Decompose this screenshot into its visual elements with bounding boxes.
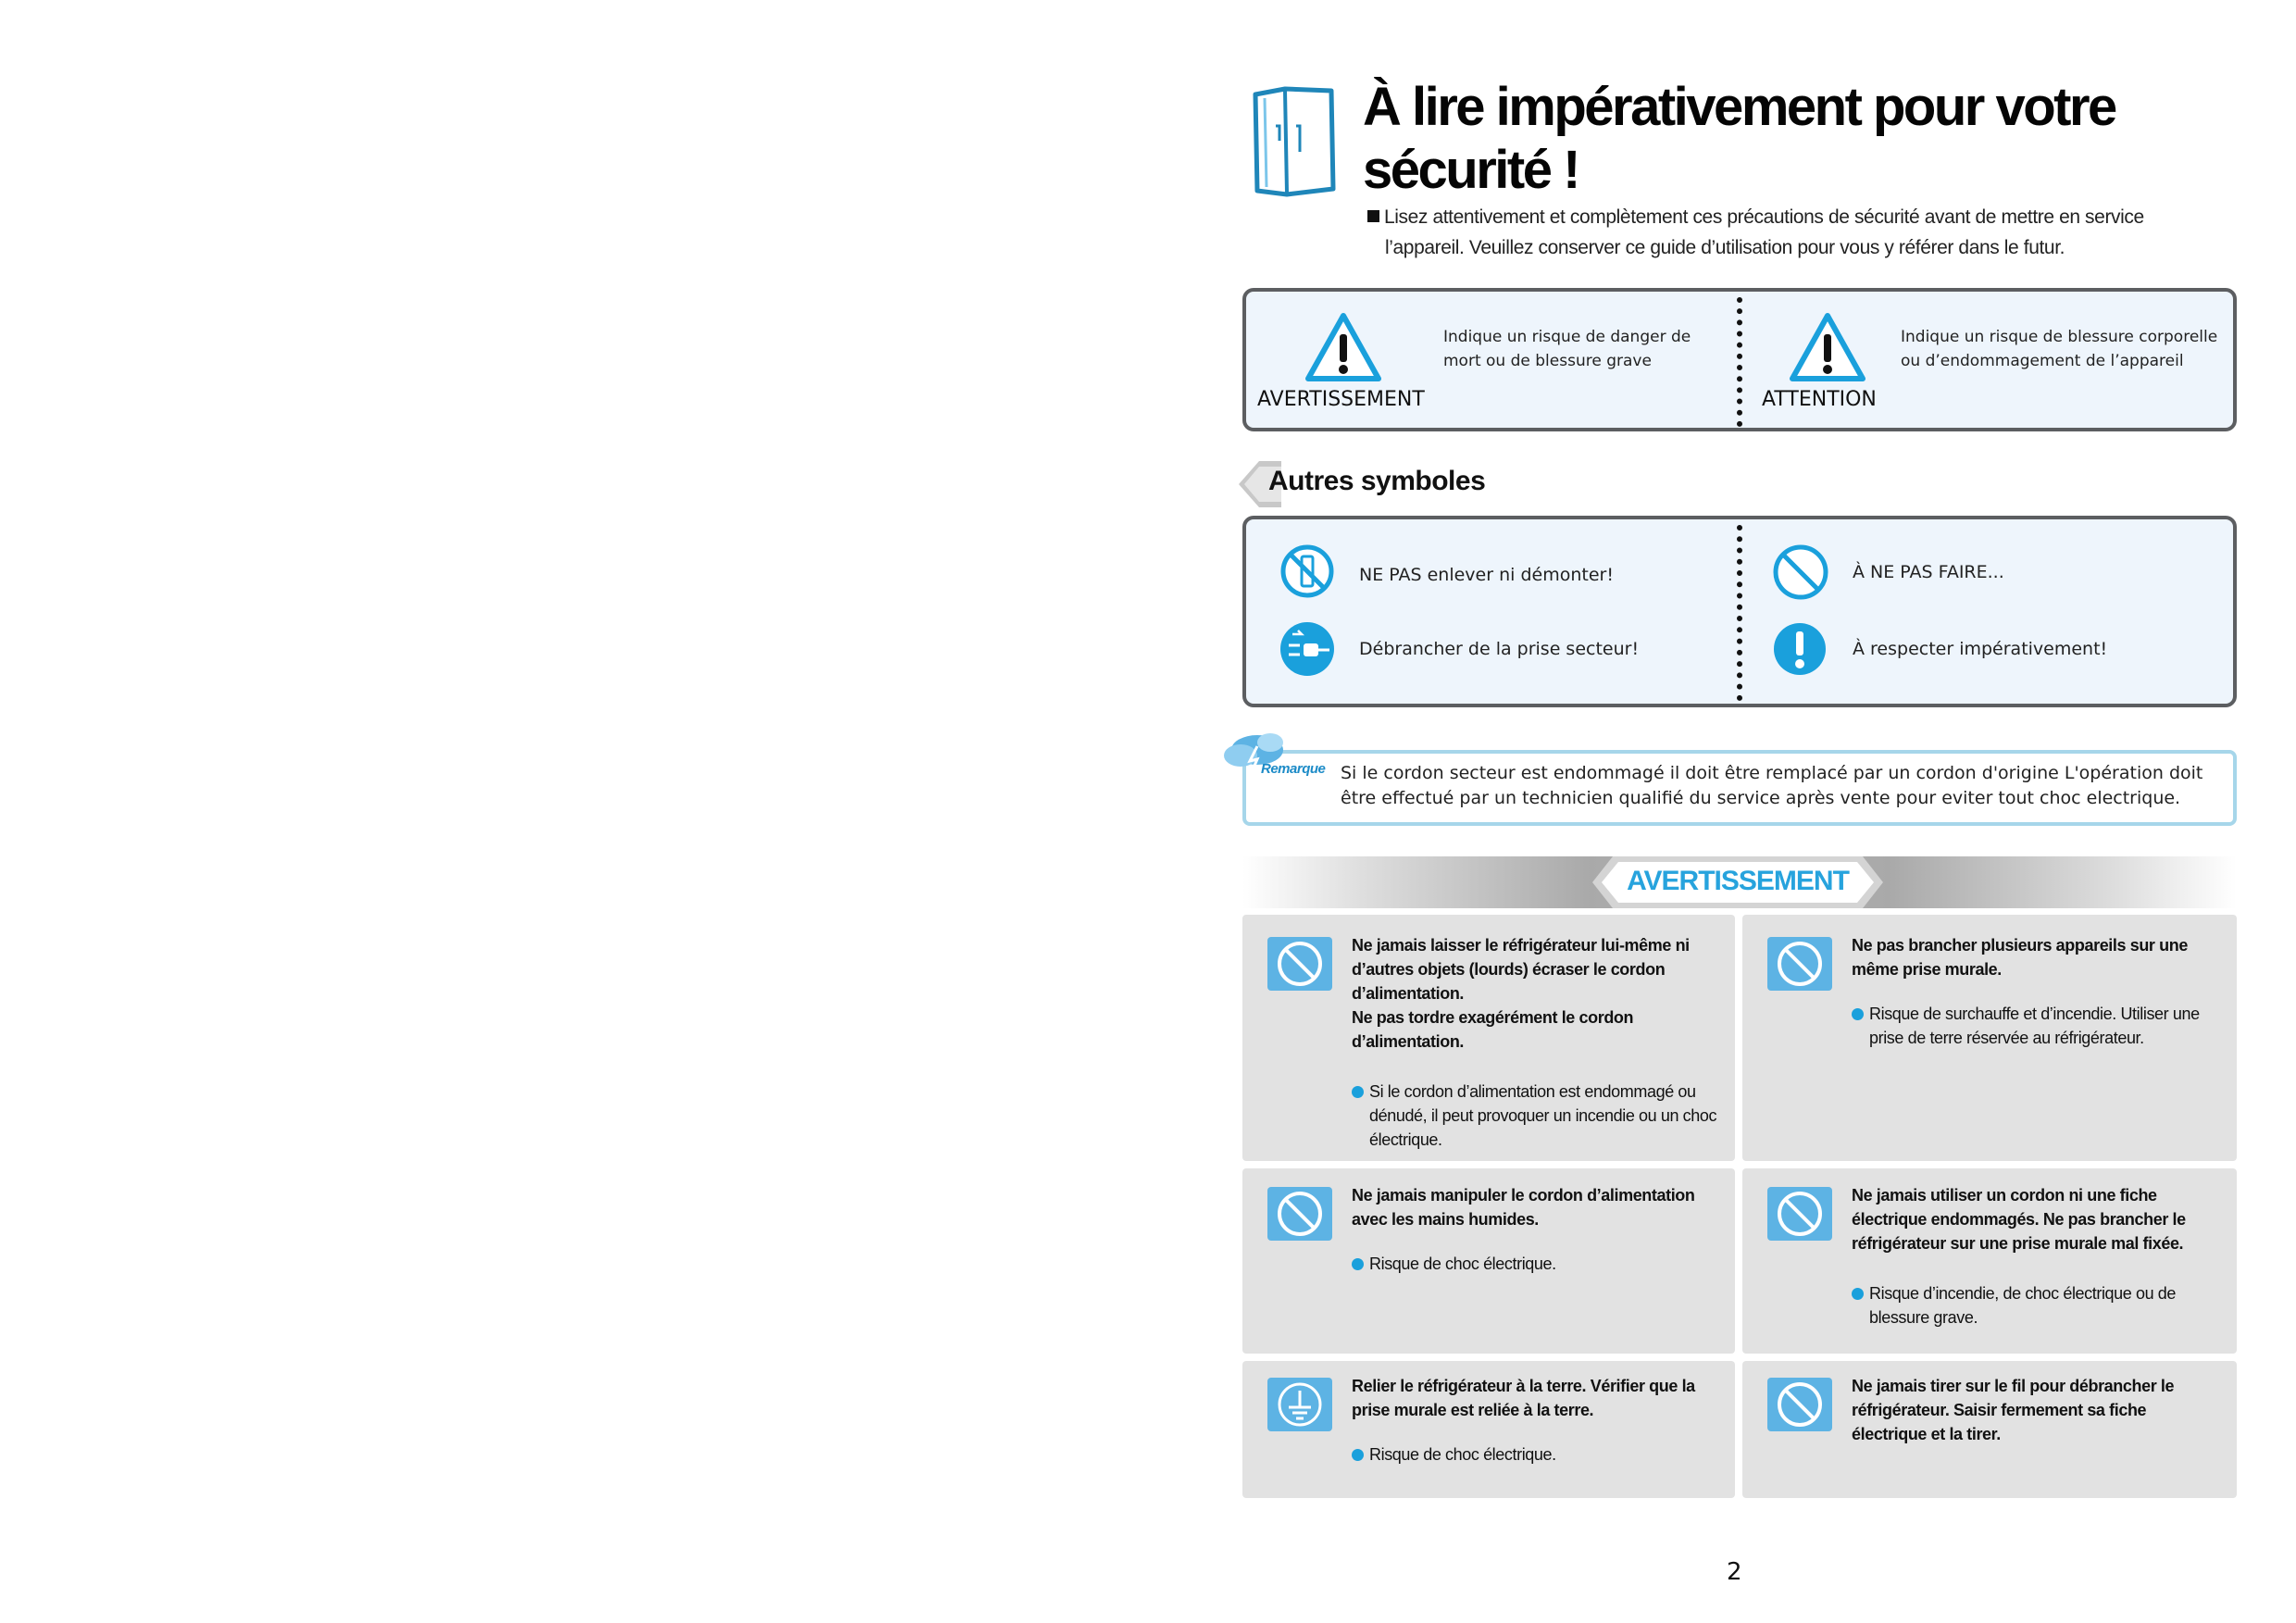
divider xyxy=(1737,525,1742,701)
other-symbol-text: À NE PAS FAIRE... xyxy=(1853,562,2004,582)
caution-triangle-icon xyxy=(1789,312,1866,386)
bullet-icon xyxy=(1352,1258,1364,1270)
fridge-icon xyxy=(1248,85,1341,200)
warning-cell xyxy=(1242,915,1735,1161)
warning-banner-title: AVERTISSEMENT xyxy=(1627,866,1849,896)
page-number: 2 xyxy=(1727,1558,1742,1586)
page-title: À lire impérativement pour votre sécurité ! xyxy=(1363,77,2115,200)
other-symbol-text: À respecter impérativement! xyxy=(1853,639,2108,659)
caution-label: ATTENTION xyxy=(1762,388,1877,411)
caution-description: Indique un risque de blessure corporelle ou d’endommagement de l’appareil xyxy=(1901,328,2218,370)
warning-text: Relier le réfrigérateur à la terre. Vérifier que la prise murale est reliée à la terre. Risque de choc électrique. xyxy=(1352,1377,1695,1464)
exclamation-icon xyxy=(1772,621,1828,680)
warning-cell xyxy=(1242,1361,1735,1498)
warning-cell xyxy=(1242,1168,1735,1354)
ground-icon xyxy=(1267,1378,1332,1431)
warning-text: Ne jamais tirer sur le fil pour débrancher le réfrigérateur. Saisir fermement sa fiche électrique et la tirer. xyxy=(1852,1377,2175,1443)
no-disassembly-icon xyxy=(1279,543,1335,603)
unplug-icon xyxy=(1279,621,1335,680)
prohibited-icon xyxy=(1767,1378,1832,1431)
note-label: Remarque xyxy=(1261,761,1326,777)
divider xyxy=(1737,297,1742,427)
other-symbols-title: Autres symboles xyxy=(1268,466,1486,496)
warning-text: Ne pas brancher plusieurs appareils sur une même prise murale. Risque de surchauffe et d’incendie. Utiliser une prise de terre réservée au réfrigérateur. xyxy=(1852,936,2200,1047)
prohibited-icon xyxy=(1267,1187,1332,1241)
safety-symbols-box xyxy=(1242,288,2237,431)
prohibited-icon xyxy=(1772,543,1829,605)
bullet-icon xyxy=(1852,1288,1864,1300)
warning-label: AVERTISSEMENT xyxy=(1257,388,1425,411)
warning-triangle-icon xyxy=(1304,312,1382,386)
warning-cell xyxy=(1742,1168,2237,1354)
other-symbol-text: Débrancher de la prise secteur! xyxy=(1359,639,1640,659)
square-bullet-icon xyxy=(1367,210,1379,222)
prohibited-icon xyxy=(1767,937,1832,991)
note-text: Si le cordon secteur est endommagé il doit être remplacé par un cordon d'origine L'opération doit être effectué par un technicien qualifié du service après vente pour eviter tout choc electrique. xyxy=(1341,763,2203,808)
prohibited-icon xyxy=(1267,937,1332,991)
prohibited-icon xyxy=(1767,1187,1832,1241)
bullet-icon xyxy=(1852,1008,1864,1020)
bullet-icon xyxy=(1352,1086,1364,1098)
other-symbols-box xyxy=(1242,516,2237,707)
other-symbol-text: NE PAS enlever ni démonter! xyxy=(1359,565,1614,585)
warning-cell xyxy=(1742,915,2237,1161)
warning-cell xyxy=(1742,1361,2237,1498)
warning-text: Ne jamais utiliser un cordon ni une fiche électrique endommagés. Ne pas brancher le réfrigérateur sur une prise murale mal fixée. Risque d’incendie, de choc électrique ou de blessure grave. xyxy=(1852,1186,2186,1327)
intro-text: Lisez attentivement et complètement ces précautions de sécurité avant de mettre en service l’appareil. Veuillez conserver ce guide d’utilisation pour vous y référer dans le futur. xyxy=(1367,202,2210,263)
warning-text: Ne jamais laisser le réfrigérateur lui-même ni d’autres objets (lourds) écraser le cordon d’alimentation. Ne pas tordre exagérément le cordon d’alimentation. Si le cordon d’alimentation est endommagé ou dénudé, il peut provoquer un incendie ou un choc électrique. xyxy=(1352,936,1717,1149)
warning-description: Indique un risque de danger de mort ou de blessure grave xyxy=(1443,328,1691,370)
warning-text: Ne jamais manipuler le cordon d’alimentation avec les mains humides. Risque de choc électrique. xyxy=(1352,1186,1695,1273)
bullet-icon xyxy=(1352,1449,1364,1461)
